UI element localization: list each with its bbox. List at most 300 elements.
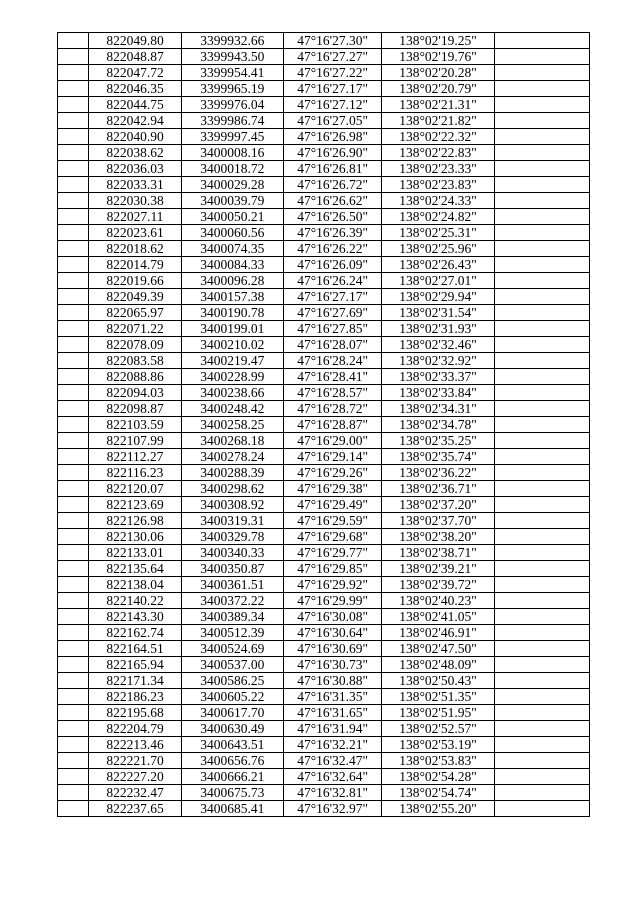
table-row [58, 49, 590, 65]
left-margin-cell [58, 225, 89, 241]
latitude-cell: 47°16'28.24" [283, 353, 381, 369]
y-coordinate-cell: 3400096.28 [181, 273, 283, 289]
x-coordinate-cell: 822195.68 [89, 705, 181, 721]
longitude-cell: 138°02'51.95" [382, 705, 494, 721]
left-margin-cell [58, 385, 89, 401]
longitude-cell: 138°02'24.82" [382, 209, 494, 225]
latitude-cell: 47°16'27.17" [283, 289, 381, 305]
y-coordinate-cell: 3400329.78 [181, 529, 283, 545]
table-row [58, 737, 590, 753]
right-margin-cell [494, 465, 589, 481]
right-margin-cell [494, 449, 589, 465]
left-margin-cell [58, 113, 89, 129]
left-margin-cell [58, 529, 89, 545]
right-margin-cell [494, 161, 589, 177]
left-margin-cell [58, 33, 89, 49]
latitude-cell: 47°16'30.69" [283, 641, 381, 657]
table-row [58, 257, 590, 273]
right-margin-cell [494, 257, 589, 273]
right-margin-cell [494, 273, 589, 289]
table-row [58, 305, 590, 321]
table-row [58, 785, 590, 801]
x-coordinate-cell: 822094.03 [89, 385, 181, 401]
latitude-cell: 47°16'27.17" [283, 81, 381, 97]
table-row [58, 769, 590, 785]
latitude-cell: 47°16'29.99" [283, 593, 381, 609]
longitude-cell: 138°02'38.71" [382, 545, 494, 561]
y-coordinate-cell: 3399932.66 [181, 33, 283, 49]
x-coordinate-cell: 822112.27 [89, 449, 181, 465]
latitude-cell: 47°16'27.27" [283, 49, 381, 65]
left-margin-cell [58, 609, 89, 625]
table-row [58, 433, 590, 449]
longitude-cell: 138°02'33.37" [382, 369, 494, 385]
y-coordinate-cell: 3399943.50 [181, 49, 283, 65]
right-margin-cell [494, 497, 589, 513]
table-row [58, 321, 590, 337]
x-coordinate-cell: 822221.70 [89, 753, 181, 769]
latitude-cell: 47°16'27.05" [283, 113, 381, 129]
right-margin-cell [494, 769, 589, 785]
left-margin-cell [58, 353, 89, 369]
right-margin-cell [494, 225, 589, 241]
y-coordinate-cell: 3400238.66 [181, 385, 283, 401]
longitude-cell: 138°02'50.43" [382, 673, 494, 689]
table-row [58, 225, 590, 241]
y-coordinate-cell: 3400050.21 [181, 209, 283, 225]
longitude-cell: 138°02'22.83" [382, 145, 494, 161]
right-margin-cell [494, 561, 589, 577]
left-margin-cell [58, 449, 89, 465]
right-margin-cell [494, 513, 589, 529]
longitude-cell: 138°02'24.33" [382, 193, 494, 209]
left-margin-cell [58, 705, 89, 721]
y-coordinate-cell: 3400361.51 [181, 577, 283, 593]
longitude-cell: 138°02'37.20" [382, 497, 494, 513]
coordinates-table [57, 32, 590, 817]
left-margin-cell [58, 177, 89, 193]
right-margin-cell [494, 81, 589, 97]
latitude-cell: 47°16'29.77" [283, 545, 381, 561]
left-margin-cell [58, 257, 89, 273]
latitude-cell: 47°16'29.59" [283, 513, 381, 529]
y-coordinate-cell: 3400308.92 [181, 497, 283, 513]
longitude-cell: 138°02'31.93" [382, 321, 494, 337]
table-row [58, 385, 590, 401]
x-coordinate-cell: 822023.61 [89, 225, 181, 241]
left-margin-cell [58, 273, 89, 289]
right-margin-cell [494, 689, 589, 705]
longitude-cell: 138°02'34.78" [382, 417, 494, 433]
y-coordinate-cell: 3400389.34 [181, 609, 283, 625]
x-coordinate-cell: 822044.75 [89, 97, 181, 113]
table-row [58, 353, 590, 369]
latitude-cell: 47°16'31.35" [283, 689, 381, 705]
y-coordinate-cell: 3400298.62 [181, 481, 283, 497]
right-margin-cell [494, 305, 589, 321]
table-row [58, 33, 590, 49]
table-row [58, 465, 590, 481]
right-margin-cell [494, 801, 589, 817]
latitude-cell: 47°16'28.41" [283, 369, 381, 385]
x-coordinate-cell: 822048.87 [89, 49, 181, 65]
latitude-cell: 47°16'26.22" [283, 241, 381, 257]
latitude-cell: 47°16'26.39" [283, 225, 381, 241]
y-coordinate-cell: 3400210.02 [181, 337, 283, 353]
latitude-cell: 47°16'28.57" [283, 385, 381, 401]
right-margin-cell [494, 737, 589, 753]
latitude-cell: 47°16'27.22" [283, 65, 381, 81]
right-margin-cell [494, 353, 589, 369]
table-row [58, 337, 590, 353]
table-row [58, 401, 590, 417]
x-coordinate-cell: 822027.11 [89, 209, 181, 225]
longitude-cell: 138°02'51.35" [382, 689, 494, 705]
table-row [58, 577, 590, 593]
latitude-cell: 47°16'26.24" [283, 273, 381, 289]
x-coordinate-cell: 822126.98 [89, 513, 181, 529]
latitude-cell: 47°16'27.30" [283, 33, 381, 49]
table-row [58, 417, 590, 433]
x-coordinate-cell: 822042.94 [89, 113, 181, 129]
longitude-cell: 138°02'39.72" [382, 577, 494, 593]
left-margin-cell [58, 289, 89, 305]
table-row [58, 641, 590, 657]
latitude-cell: 47°16'31.94" [283, 721, 381, 737]
x-coordinate-cell: 822138.04 [89, 577, 181, 593]
y-coordinate-cell: 3399986.74 [181, 113, 283, 129]
longitude-cell: 138°02'54.74" [382, 785, 494, 801]
y-coordinate-cell: 3400060.56 [181, 225, 283, 241]
right-margin-cell [494, 209, 589, 225]
latitude-cell: 47°16'29.68" [283, 529, 381, 545]
y-coordinate-cell: 3399965.19 [181, 81, 283, 97]
latitude-cell: 47°16'26.62" [283, 193, 381, 209]
left-margin-cell [58, 401, 89, 417]
y-coordinate-cell: 3400350.87 [181, 561, 283, 577]
longitude-cell: 138°02'55.20" [382, 801, 494, 817]
latitude-cell: 47°16'30.88" [283, 673, 381, 689]
table-row [58, 673, 590, 689]
longitude-cell: 138°02'32.92" [382, 353, 494, 369]
table-row [58, 513, 590, 529]
right-margin-cell [494, 241, 589, 257]
coordinates-table-body [58, 33, 590, 817]
left-margin-cell [58, 513, 89, 529]
y-coordinate-cell: 3400630.49 [181, 721, 283, 737]
left-margin-cell [58, 65, 89, 81]
y-coordinate-cell: 3400512.39 [181, 625, 283, 641]
right-margin-cell [494, 673, 589, 689]
latitude-cell: 47°16'26.90" [283, 145, 381, 161]
y-coordinate-cell: 3400537.00 [181, 657, 283, 673]
left-margin-cell [58, 625, 89, 641]
x-coordinate-cell: 822047.72 [89, 65, 181, 81]
x-coordinate-cell: 822133.01 [89, 545, 181, 561]
latitude-cell: 47°16'28.07" [283, 337, 381, 353]
longitude-cell: 138°02'46.91" [382, 625, 494, 641]
table-row [58, 81, 590, 97]
x-coordinate-cell: 822103.59 [89, 417, 181, 433]
longitude-cell: 138°02'52.57" [382, 721, 494, 737]
table-row [58, 161, 590, 177]
x-coordinate-cell: 822065.97 [89, 305, 181, 321]
left-margin-cell [58, 801, 89, 817]
left-margin-cell [58, 657, 89, 673]
latitude-cell: 47°16'29.92" [283, 577, 381, 593]
table-row [58, 113, 590, 129]
table-row [58, 689, 590, 705]
left-margin-cell [58, 465, 89, 481]
latitude-cell: 47°16'32.21" [283, 737, 381, 753]
y-coordinate-cell: 3400039.79 [181, 193, 283, 209]
latitude-cell: 47°16'30.08" [283, 609, 381, 625]
right-margin-cell [494, 129, 589, 145]
y-coordinate-cell: 3400029.28 [181, 177, 283, 193]
x-coordinate-cell: 822049.80 [89, 33, 181, 49]
y-coordinate-cell: 3400157.38 [181, 289, 283, 305]
y-coordinate-cell: 3400084.33 [181, 257, 283, 273]
x-coordinate-cell: 822088.86 [89, 369, 181, 385]
table-row [58, 209, 590, 225]
right-margin-cell [494, 385, 589, 401]
x-coordinate-cell: 822143.30 [89, 609, 181, 625]
y-coordinate-cell: 3400288.39 [181, 465, 283, 481]
longitude-cell: 138°02'26.43" [382, 257, 494, 273]
table-row [58, 369, 590, 385]
x-coordinate-cell: 822078.09 [89, 337, 181, 353]
right-margin-cell [494, 641, 589, 657]
left-margin-cell [58, 593, 89, 609]
table-row [58, 497, 590, 513]
y-coordinate-cell: 3399976.04 [181, 97, 283, 113]
table-row [58, 561, 590, 577]
longitude-cell: 138°02'37.70" [382, 513, 494, 529]
right-margin-cell [494, 193, 589, 209]
latitude-cell: 47°16'27.69" [283, 305, 381, 321]
longitude-cell: 138°02'35.74" [382, 449, 494, 465]
left-margin-cell [58, 721, 89, 737]
left-margin-cell [58, 641, 89, 657]
table-row [58, 449, 590, 465]
y-coordinate-cell: 3400219.47 [181, 353, 283, 369]
x-coordinate-cell: 822213.46 [89, 737, 181, 753]
longitude-cell: 138°02'20.79" [382, 81, 494, 97]
right-margin-cell [494, 401, 589, 417]
y-coordinate-cell: 3399997.45 [181, 129, 283, 145]
y-coordinate-cell: 3400190.78 [181, 305, 283, 321]
table-row [58, 145, 590, 161]
x-coordinate-cell: 822140.22 [89, 593, 181, 609]
latitude-cell: 47°16'26.72" [283, 177, 381, 193]
table-row [58, 129, 590, 145]
table-row [58, 273, 590, 289]
y-coordinate-cell: 3400268.18 [181, 433, 283, 449]
latitude-cell: 47°16'28.72" [283, 401, 381, 417]
longitude-cell: 138°02'38.20" [382, 529, 494, 545]
right-margin-cell [494, 577, 589, 593]
x-coordinate-cell: 822107.99 [89, 433, 181, 449]
left-margin-cell [58, 49, 89, 65]
x-coordinate-cell: 822237.65 [89, 801, 181, 817]
longitude-cell: 138°02'21.82" [382, 113, 494, 129]
longitude-cell: 138°02'21.31" [382, 97, 494, 113]
left-margin-cell [58, 145, 89, 161]
longitude-cell: 138°02'22.32" [382, 129, 494, 145]
y-coordinate-cell: 3400248.42 [181, 401, 283, 417]
latitude-cell: 47°16'29.38" [283, 481, 381, 497]
longitude-cell: 138°02'36.71" [382, 481, 494, 497]
y-coordinate-cell: 3400018.72 [181, 161, 283, 177]
latitude-cell: 47°16'32.81" [283, 785, 381, 801]
right-margin-cell [494, 49, 589, 65]
table-row [58, 657, 590, 673]
left-margin-cell [58, 545, 89, 561]
table-row [58, 753, 590, 769]
y-coordinate-cell: 3400319.31 [181, 513, 283, 529]
left-margin-cell [58, 753, 89, 769]
left-margin-cell [58, 193, 89, 209]
x-coordinate-cell: 822033.31 [89, 177, 181, 193]
longitude-cell: 138°02'36.22" [382, 465, 494, 481]
right-margin-cell [494, 33, 589, 49]
y-coordinate-cell: 3400278.24 [181, 449, 283, 465]
x-coordinate-cell: 822204.79 [89, 721, 181, 737]
longitude-cell: 138°02'27.01" [382, 273, 494, 289]
longitude-cell: 138°02'19.76" [382, 49, 494, 65]
longitude-cell: 138°02'34.31" [382, 401, 494, 417]
latitude-cell: 47°16'31.65" [283, 705, 381, 721]
latitude-cell: 47°16'26.81" [283, 161, 381, 177]
right-margin-cell [494, 177, 589, 193]
longitude-cell: 138°02'25.96" [382, 241, 494, 257]
left-margin-cell [58, 337, 89, 353]
latitude-cell: 47°16'26.98" [283, 129, 381, 145]
right-margin-cell [494, 593, 589, 609]
longitude-cell: 138°02'54.28" [382, 769, 494, 785]
y-coordinate-cell: 3399954.41 [181, 65, 283, 81]
longitude-cell: 138°02'33.84" [382, 385, 494, 401]
right-margin-cell [494, 785, 589, 801]
longitude-cell: 138°02'53.19" [382, 737, 494, 753]
x-coordinate-cell: 822227.20 [89, 769, 181, 785]
latitude-cell: 47°16'26.09" [283, 257, 381, 273]
right-margin-cell [494, 705, 589, 721]
right-margin-cell [494, 545, 589, 561]
latitude-cell: 47°16'29.00" [283, 433, 381, 449]
latitude-cell: 47°16'32.64" [283, 769, 381, 785]
right-margin-cell [494, 321, 589, 337]
y-coordinate-cell: 3400524.69 [181, 641, 283, 657]
right-margin-cell [494, 721, 589, 737]
y-coordinate-cell: 3400340.33 [181, 545, 283, 561]
left-margin-cell [58, 369, 89, 385]
right-margin-cell [494, 113, 589, 129]
left-margin-cell [58, 769, 89, 785]
longitude-cell: 138°02'39.21" [382, 561, 494, 577]
right-margin-cell [494, 657, 589, 673]
right-margin-cell [494, 625, 589, 641]
y-coordinate-cell: 3400586.25 [181, 673, 283, 689]
right-margin-cell [494, 369, 589, 385]
table-row [58, 289, 590, 305]
latitude-cell: 47°16'29.85" [283, 561, 381, 577]
left-margin-cell [58, 561, 89, 577]
left-margin-cell [58, 97, 89, 113]
x-coordinate-cell: 822171.34 [89, 673, 181, 689]
table-row [58, 481, 590, 497]
right-margin-cell [494, 145, 589, 161]
x-coordinate-cell: 822018.62 [89, 241, 181, 257]
y-coordinate-cell: 3400228.99 [181, 369, 283, 385]
y-coordinate-cell: 3400008.16 [181, 145, 283, 161]
table-row [58, 721, 590, 737]
latitude-cell: 47°16'27.85" [283, 321, 381, 337]
y-coordinate-cell: 3400666.21 [181, 769, 283, 785]
y-coordinate-cell: 3400605.22 [181, 689, 283, 705]
latitude-cell: 47°16'32.97" [283, 801, 381, 817]
table-row [58, 529, 590, 545]
left-margin-cell [58, 577, 89, 593]
latitude-cell: 47°16'29.26" [283, 465, 381, 481]
table-row [58, 625, 590, 641]
left-margin-cell [58, 161, 89, 177]
longitude-cell: 138°02'20.28" [382, 65, 494, 81]
right-margin-cell [494, 337, 589, 353]
left-margin-cell [58, 417, 89, 433]
left-margin-cell [58, 785, 89, 801]
y-coordinate-cell: 3400372.22 [181, 593, 283, 609]
x-coordinate-cell: 822014.79 [89, 257, 181, 273]
longitude-cell: 138°02'40.23" [382, 593, 494, 609]
x-coordinate-cell: 822162.74 [89, 625, 181, 641]
table-row [58, 545, 590, 561]
right-margin-cell [494, 481, 589, 497]
longitude-cell: 138°02'41.05" [382, 609, 494, 625]
left-margin-cell [58, 497, 89, 513]
x-coordinate-cell: 822098.87 [89, 401, 181, 417]
table-row [58, 193, 590, 209]
x-coordinate-cell: 822046.35 [89, 81, 181, 97]
right-margin-cell [494, 433, 589, 449]
x-coordinate-cell: 822165.94 [89, 657, 181, 673]
left-margin-cell [58, 305, 89, 321]
longitude-cell: 138°02'35.25" [382, 433, 494, 449]
y-coordinate-cell: 3400656.76 [181, 753, 283, 769]
x-coordinate-cell: 822232.47 [89, 785, 181, 801]
longitude-cell: 138°02'23.33" [382, 161, 494, 177]
left-margin-cell [58, 433, 89, 449]
left-margin-cell [58, 673, 89, 689]
longitude-cell: 138°02'47.50" [382, 641, 494, 657]
x-coordinate-cell: 822130.06 [89, 529, 181, 545]
left-margin-cell [58, 689, 89, 705]
latitude-cell: 47°16'30.73" [283, 657, 381, 673]
right-margin-cell [494, 529, 589, 545]
x-coordinate-cell: 822049.39 [89, 289, 181, 305]
right-margin-cell [494, 417, 589, 433]
right-margin-cell [494, 753, 589, 769]
table-row [58, 705, 590, 721]
latitude-cell: 47°16'26.50" [283, 209, 381, 225]
x-coordinate-cell: 822164.51 [89, 641, 181, 657]
latitude-cell: 47°16'29.14" [283, 449, 381, 465]
table-row [58, 609, 590, 625]
x-coordinate-cell: 822135.64 [89, 561, 181, 577]
latitude-cell: 47°16'27.12" [283, 97, 381, 113]
right-margin-cell [494, 97, 589, 113]
left-margin-cell [58, 321, 89, 337]
